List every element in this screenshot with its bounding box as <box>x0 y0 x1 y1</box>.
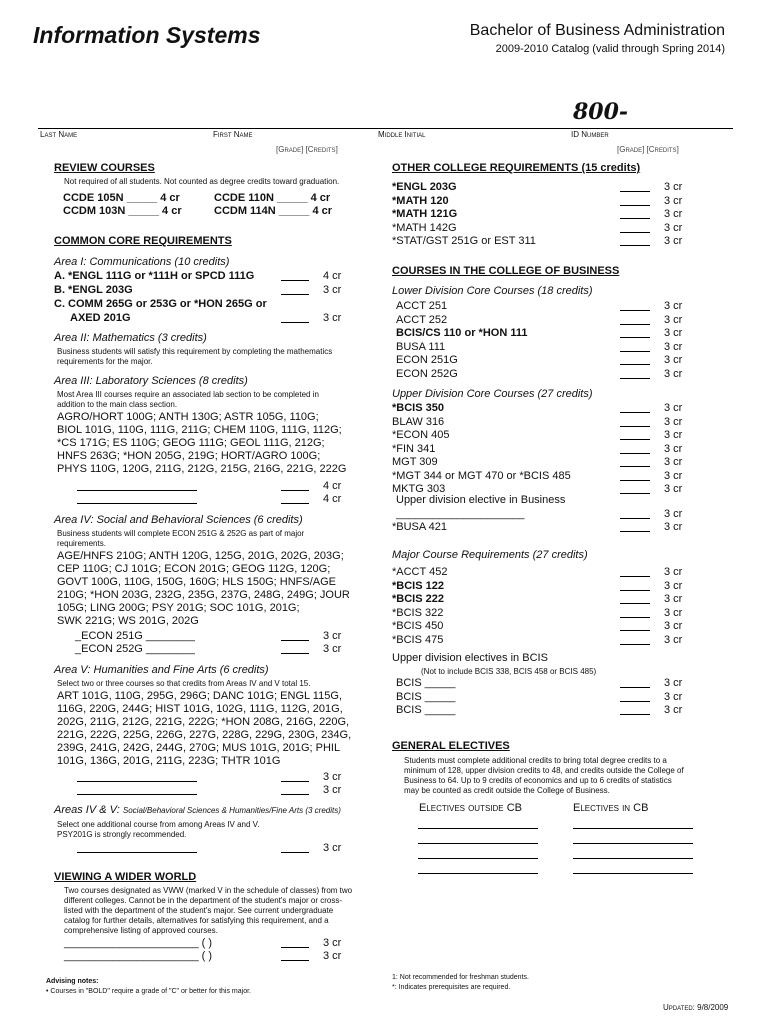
grade-blank[interactable] <box>620 443 650 454</box>
area5-list: 101G, 136G, 201G, 211G, 223G; THTR 101G <box>57 755 281 767</box>
area3-list: HNFS 263G; *HON 205G, 219G; HORT/AGRO 100G; <box>57 450 321 462</box>
page-title: Information Systems <box>33 22 261 48</box>
elective-blank[interactable] <box>418 833 538 844</box>
course-label: *BCIS 222 <box>392 593 444 605</box>
review-course: CCDM 114N _____ 4 cr <box>214 205 333 217</box>
area3-list: PHYS 110G, 120G, 211G, 212G, 215G, 216G, 221G, 222G <box>57 463 347 475</box>
lower-title: Lower Division Core Courses (18 credits) <box>392 285 593 297</box>
first-name-label: First Name <box>213 130 253 139</box>
middle-initial-label: Middle Initial <box>378 130 426 139</box>
area4-list: CEP 110G; CJ 101G; ECON 201G; GEOG 112G, 120G; <box>57 563 331 575</box>
credit-value: 4 cr <box>323 480 342 492</box>
credit-value: 3 cr <box>323 312 342 324</box>
grade-blank[interactable] <box>620 593 650 604</box>
credit-value: 3 cr <box>323 784 342 796</box>
grade-blank[interactable] <box>620 222 650 233</box>
gen-title: GENERAL ELECTIVES <box>392 740 510 752</box>
area3-list: BIOL 101G, 110G, 111G, 211G; CHEM 110G, 111G, 112G; <box>57 424 342 436</box>
credit-value: 3 cr <box>664 354 683 366</box>
grade-blank[interactable] <box>281 950 309 961</box>
core-title: COMMON CORE REQUIREMENTS <box>54 235 232 247</box>
upper-title: Upper Division Core Courses (27 credits) <box>392 388 593 400</box>
grade-blank[interactable] <box>281 784 309 795</box>
advising-title: Advising notes: <box>46 978 99 985</box>
updated-date: Updated: 9/8/2009 <box>663 1003 729 1012</box>
right-column <box>385 0 770 1024</box>
credit-value: 3 cr <box>664 593 683 605</box>
grade-blank[interactable] <box>620 470 650 481</box>
course-blank[interactable] <box>77 842 197 853</box>
grade-blank[interactable] <box>620 704 650 715</box>
area2-note: Business students will satisfy this requirement by completing the mathematics <box>57 347 333 356</box>
grade-blank[interactable] <box>620 368 650 379</box>
grade-blank[interactable] <box>281 284 309 295</box>
grade-blank[interactable] <box>620 354 650 365</box>
credit-value: 3 cr <box>664 456 683 468</box>
course-blank[interactable] <box>77 493 197 504</box>
advising-note: • Courses in "BOLD" require a grade of "C" or better for this major. <box>46 988 251 995</box>
grade-blank[interactable] <box>620 300 650 311</box>
bcis-note: (Not to include BCIS 338, BCIS 458 or BCIS 485) <box>421 667 597 676</box>
credit-value: 3 cr <box>664 690 683 703</box>
credit-value: 3 cr <box>664 367 683 380</box>
grade-blank[interactable] <box>620 416 650 427</box>
area2-title: Area II: Mathematics (3 credits) <box>54 332 207 344</box>
grade-blank[interactable] <box>281 842 309 853</box>
vww-note: catalog for further details, alternatives for satisfying this requirement, and a <box>64 916 329 925</box>
area45-title <box>54 804 341 817</box>
course-label: *BCIS 475 <box>392 633 444 646</box>
course-label: *BCIS 322 <box>392 606 444 619</box>
course-label: *BCIS 350 <box>392 402 444 414</box>
area2-note: requirements for the major. <box>57 357 153 366</box>
course-label: *ACCT 452 <box>392 566 448 578</box>
grade-blank[interactable] <box>620 508 650 519</box>
grade-blank[interactable] <box>281 493 309 504</box>
course-label: *BCIS 122 <box>392 579 444 592</box>
area5-list: 239G, 241G, 242G, 244G, 270G; MUS 101G, 201G; PHIL <box>57 742 341 754</box>
grade-blank[interactable] <box>620 235 650 246</box>
elective-blank[interactable] <box>418 818 538 829</box>
review-title: REVIEW COURSES <box>54 162 155 174</box>
course-label: BCIS _____ <box>396 704 456 716</box>
grade-blank[interactable] <box>620 195 650 206</box>
grade-blank[interactable] <box>620 483 650 494</box>
major-title: Major Course Requirements (27 credits) <box>392 549 588 561</box>
grade-blank[interactable] <box>620 691 650 702</box>
gen-note: Students must complete additional credits to bring total degree credits to a <box>404 756 667 765</box>
grade-blank[interactable] <box>620 208 650 219</box>
id-number-label: ID Number <box>571 130 609 139</box>
course-label: BCIS _____ <box>396 690 456 703</box>
upper-elective-line[interactable]: _____________________ <box>396 508 525 520</box>
elective-blank[interactable] <box>573 833 693 844</box>
credit-value: 3 cr <box>323 643 342 655</box>
footnote-1: 1: Not recommended for freshman students. <box>392 974 529 981</box>
elective-blank[interactable] <box>573 863 693 874</box>
course-label: BCIS _____ <box>396 677 456 689</box>
elective-blank[interactable] <box>573 818 693 829</box>
area45-subtitle: Social/Behavioral Sciences & Humanities/Fine Arts (3 credits) <box>122 806 341 815</box>
credit-value: 3 cr <box>664 566 683 578</box>
elective-blank[interactable] <box>418 848 538 859</box>
grade-blank[interactable] <box>281 270 309 281</box>
grade-blank[interactable] <box>620 402 650 413</box>
vww-title: VIEWING A WIDER WORLD <box>54 871 197 883</box>
credit-value: 3 cr <box>664 208 683 220</box>
credit-value: 3 cr <box>323 284 342 296</box>
credit-value: 3 cr <box>664 704 683 716</box>
area4-row: _ECON 252G ________ <box>75 643 195 655</box>
course-label: BCIS/CS 110 or *HON 111 <box>396 327 528 339</box>
area1-row: A. *ENGL 111G or *111H or SPCD 111G <box>54 270 255 282</box>
grade-blank[interactable] <box>281 643 309 654</box>
course-label: *MGT 344 or MGT 470 or *BCIS 485 <box>392 469 571 482</box>
area45-label: Areas IV & V: <box>54 804 120 816</box>
other-title: OTHER COLLEGE REQUIREMENTS (15 credits) <box>392 162 641 174</box>
grade-blank[interactable] <box>620 607 650 618</box>
area5-title: Area V: Humanities and Fine Arts (6 credits) <box>54 664 269 676</box>
course-label: ECON 251G <box>396 354 458 366</box>
footnote-2: *: Indicates prerequisites are required. <box>392 984 511 991</box>
course-label: BUSA 111 <box>396 340 446 353</box>
course-label: *MATH 120 <box>392 194 449 207</box>
course-label: ACCT 252 <box>396 313 448 326</box>
area4-list: 105G; LING 200G; PSY 201G; SOC 101G, 201G; <box>57 602 300 614</box>
course-blank[interactable] <box>77 480 197 491</box>
cob-title: COURSES IN THE COLLEGE OF BUSINESS <box>392 265 620 277</box>
last-name-label: Last Name <box>40 130 78 139</box>
grade-blank[interactable] <box>620 456 650 467</box>
credit-value: 4 cr <box>323 493 342 505</box>
credit-value: 3 cr <box>664 415 683 428</box>
course-label: *ECON 405 <box>392 429 450 441</box>
grade-blank[interactable] <box>281 937 309 948</box>
grade-blank[interactable] <box>620 341 650 352</box>
credit-value: 3 cr <box>664 469 683 482</box>
credit-value: 3 cr <box>664 483 683 495</box>
area4-list: 210G; *HON 203G, 232G, 235G, 237G, 248G, 249G; JOUR <box>57 589 350 601</box>
vww-row[interactable]: ______________________ ( ) <box>64 950 213 962</box>
credit-value: 3 cr <box>664 221 683 234</box>
vww-note: different colleges. Cannot be in the department of the student's major or cross- <box>64 896 342 905</box>
area3-list: *CS 171G; ES 110G; GEOG 111G; GEOL 111G, 212G; <box>57 437 325 449</box>
bcis-title: Upper division electives in BCIS <box>392 652 548 664</box>
course-label: *BUSA 421 <box>392 521 448 533</box>
grade-blank[interactable] <box>620 429 650 440</box>
course-label: MGT 309 <box>392 456 438 468</box>
area45-note: PSY201G is strongly recommended. <box>57 830 187 839</box>
area5-list: 221G, 222G, 225G, 226G, 227G, 228G, 229G, 230G, 234G, <box>57 729 352 741</box>
credit-value: 3 cr <box>664 194 683 207</box>
credit-value: 3 cr <box>664 633 683 646</box>
course-label: ECON 252G <box>396 367 458 380</box>
upper-elective: Upper division elective in Business <box>396 494 566 506</box>
course-label: *ENGL 203G <box>392 181 457 193</box>
area4-title: Area IV: Social and Behavioral Sciences (6 credits) <box>54 514 303 526</box>
area4-list: GOVT 100G, 110G, 150G, 160G; HLS 150G; HNFS/AGE <box>57 576 337 588</box>
credit-value: 3 cr <box>664 300 683 312</box>
area4-row: _ECON 251G ________ <box>75 630 195 642</box>
elective-blank[interactable] <box>418 863 538 874</box>
area5-list: 116G, 220G, 244G; HIST 101G, 102G, 111G, 112G, 201G, <box>57 703 343 715</box>
vww-note: comprehensive listing of approved courses. <box>64 926 218 935</box>
area4-list: AGE/HNFS 210G; ANTH 120G, 125G, 201G, 202G, 203G; <box>57 550 344 562</box>
course-label: BLAW 316 <box>392 415 445 428</box>
electives-outside-heading: Electives outside CB <box>419 802 522 814</box>
area3-note: Most Area III courses require an associated lab section to be completed in <box>57 390 319 399</box>
area3-title: Area III: Laboratory Sciences (8 credits) <box>54 375 248 387</box>
course-label: *STAT/GST 251G or EST 311 <box>392 235 536 247</box>
grade-blank[interactable] <box>620 521 650 532</box>
credit-value: 3 cr <box>323 950 342 962</box>
area3-note: addition to the main class section. <box>57 400 178 409</box>
credit-value: 3 cr <box>323 630 342 642</box>
grade-blank[interactable] <box>620 620 650 631</box>
review-course: CCDM 103N _____ 4 cr <box>63 205 182 217</box>
area5-list: ART 101G, 110G, 295G, 296G; DANC 101G; ENGL 115G, <box>57 690 342 702</box>
course-blank[interactable] <box>77 771 197 782</box>
id-prefix: 800- <box>573 99 629 125</box>
course-label: *MATH 121G <box>392 208 458 220</box>
grade-blank[interactable] <box>620 634 650 645</box>
area4-note: requirements. <box>57 539 106 548</box>
area1-title: Area I: Communications (10 credits) <box>54 256 230 268</box>
gen-note: Business to 64. Up to 9 credits of economics and up to 6 credits of statistics <box>404 776 672 785</box>
credit-value: 3 cr <box>664 521 683 533</box>
area5-note: Select two or three courses so that credits from Areas IV and V total 15. <box>57 679 311 688</box>
credit-value: 3 cr <box>664 235 683 247</box>
credit-value: 3 cr <box>664 181 683 193</box>
area1-row: AXED 201G <box>70 312 131 324</box>
credit-value: 3 cr <box>323 771 342 783</box>
grade-credits-left: [Grade] [Credits] <box>276 145 338 154</box>
credit-value: 3 cr <box>664 313 683 326</box>
credit-value: 3 cr <box>664 508 683 520</box>
review-course: CCDE 105N _____ 4 cr <box>63 192 180 204</box>
credit-value: 4 cr <box>323 270 342 282</box>
review-course: CCDE 110N _____ 4 cr <box>214 192 331 204</box>
grade-blank[interactable] <box>281 630 309 641</box>
vww-note: Two courses designated as VWW (marked V in the schedule of classes) from two <box>64 886 353 895</box>
grade-credits-right: [Grade] [Credits] <box>617 145 679 154</box>
vww-note: listed with the department of the student's major. See current undergraduate <box>64 906 334 915</box>
gen-note: minimum of 128, upper division credits to 48, and credits outside the College of <box>404 766 684 775</box>
area1-row: B. *ENGL 203G <box>54 284 133 296</box>
catalog-year: 2009-2010 Catalog (valid through Spring 2014) <box>495 43 725 55</box>
grade-blank[interactable] <box>281 771 309 782</box>
grade-blank[interactable] <box>620 580 650 591</box>
area4-list: SWK 221G; WS 201G, 202G <box>57 615 199 627</box>
grade-blank[interactable] <box>281 312 309 323</box>
credit-value: 3 cr <box>664 402 683 414</box>
credit-value: 3 cr <box>664 620 683 632</box>
grade-blank[interactable] <box>620 677 650 688</box>
area5-list: 202G, 211G, 212G, 221G, 222G; *HON 208G, 216G, 220G, <box>57 716 350 728</box>
course-label: ACCT 251 <box>396 300 448 312</box>
credit-value: 3 cr <box>323 937 342 949</box>
grade-blank[interactable] <box>620 181 650 192</box>
grade-blank[interactable] <box>620 327 650 338</box>
grade-blank[interactable] <box>281 480 309 491</box>
credit-value: 3 cr <box>664 677 683 689</box>
area45-note: Select one additional course from among Areas IV and V. <box>57 820 260 829</box>
grade-blank[interactable] <box>620 566 650 577</box>
course-blank[interactable] <box>77 784 197 795</box>
degree-title: Bachelor of Business Administration <box>469 22 725 39</box>
elective-blank[interactable] <box>573 848 693 859</box>
area3-list: AGRO/HORT 100G; ANTH 130G; ASTR 105G, 110G; <box>57 411 319 423</box>
area1-row: C. COMM 265G or 253G or *HON 265G or <box>54 298 267 310</box>
electives-in-heading: Electives in CB <box>573 802 649 814</box>
grade-blank[interactable] <box>620 314 650 325</box>
course-label: *MATH 142G <box>392 221 457 234</box>
course-label: *BCIS 450 <box>392 620 444 632</box>
credit-value: 3 cr <box>664 606 683 619</box>
credit-value: 3 cr <box>664 327 683 339</box>
course-label: *FIN 341 <box>392 442 436 455</box>
credit-value: 3 cr <box>323 842 342 854</box>
review-note: Not required of all students. Not counted as degree credits toward graduation. <box>64 177 340 186</box>
credit-value: 3 cr <box>664 429 683 441</box>
credit-value: 3 cr <box>664 442 683 455</box>
credit-value: 3 cr <box>664 340 683 353</box>
area4-note: Business students will complete ECON 251G & 252G as part of major <box>57 529 305 538</box>
course-label: MKTG 303 <box>392 483 446 495</box>
credit-value: 3 cr <box>664 579 683 592</box>
vww-row[interactable]: ______________________ ( ) <box>64 937 213 949</box>
gen-note: may be counted as credit outside the College of Business. <box>404 786 610 795</box>
